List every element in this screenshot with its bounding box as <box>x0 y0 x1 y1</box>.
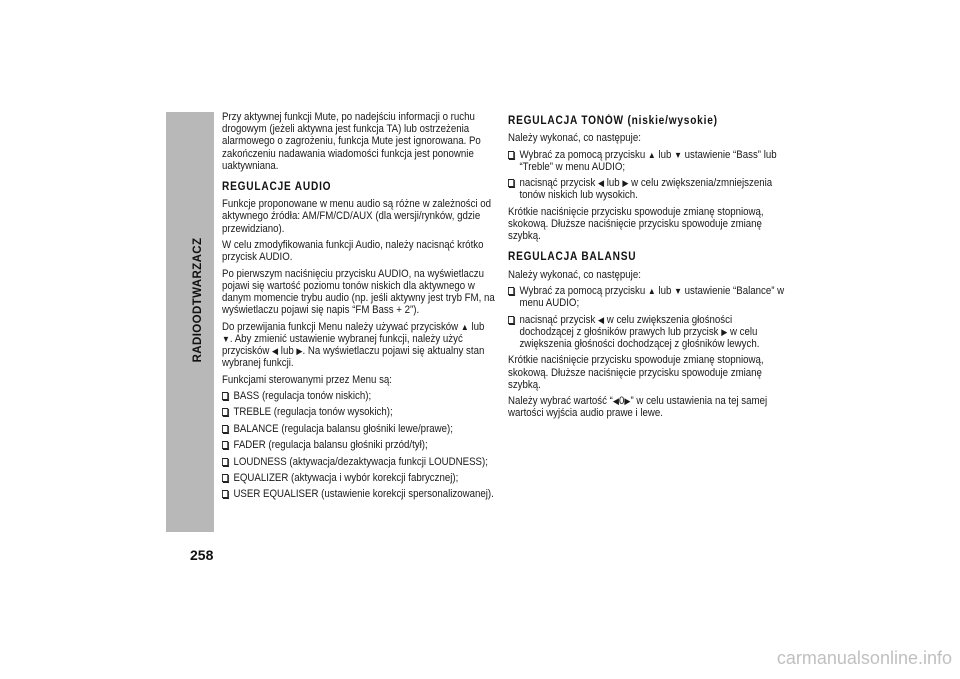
checkbox-bullet-icon <box>222 408 228 416</box>
list-item-text: FADER (regulacja balansu głośniki przód/tył); <box>233 439 428 452</box>
text: Należy wybrać wartość “ <box>508 395 613 408</box>
paragraph: Należy wykonać, co następuje: <box>508 132 641 145</box>
arrow-left-icon: ◀ <box>272 346 279 357</box>
list-item-text: EQUALIZER (aktywacja i wybór korekcji fabrycznej); <box>233 471 459 484</box>
checkbox-bullet-icon <box>222 441 228 449</box>
page-number: 258 <box>190 547 214 563</box>
text: . Na wyświetlaczu pojawi się aktualny stan wybranej funkcji. <box>222 345 485 370</box>
text: w celu zwiększenia głośności dochodzącej z głośników prawych lub przycisk <box>519 313 733 338</box>
checkbox-bullet-icon <box>222 425 228 433</box>
heading-audio-settings: REGULACJE AUDIO <box>222 181 332 194</box>
text: lub <box>278 345 297 358</box>
checkbox-bullet-icon <box>222 392 228 400</box>
paragraph: Krótkie naciśnięcie przycisku spowoduje zmianę stopniową, skokową. Dłuższe naciśnięcie przycisku spowoduje zmianę szybką. <box>508 354 764 391</box>
list-item-text: BALANCE (regulacja balansu głośniki lewe/prawe); <box>233 422 453 435</box>
list-item-text: TREBLE (regulacja tonów wysokich); <box>233 406 393 419</box>
heading-balance-control: REGULACJA BALANSU <box>508 251 637 264</box>
arrow-left-icon: ◀ <box>597 314 605 325</box>
text: ustawienie “Balance” w menu AUDIO; <box>519 284 785 310</box>
text: 0 <box>618 395 625 408</box>
text: lub <box>468 320 485 333</box>
text: w celu zwiększenia/zmniejszenia tonów niskich lub wysokich. <box>519 177 773 202</box>
paragraph: W celu zmodyfikowania funkcji Audio, należy nacisnąć krótko przycisk AUDIO. <box>222 239 484 264</box>
list-item <box>508 285 788 309</box>
sidebar-band <box>166 112 214 532</box>
watermark: carmanualsonline.info <box>776 648 952 668</box>
text: lub <box>604 177 623 190</box>
text: lub <box>655 148 675 161</box>
checkbox-bullet-icon <box>222 474 228 482</box>
list-item <box>222 472 495 484</box>
paragraph: Funkcje proponowane w menu audio są różne w zależności od aktywnego źródła: AM/FM/CD/AUX (dla wersji/rynków, gdzie przewidziano). <box>222 198 492 235</box>
text: nacisnąć przycisk <box>519 177 598 190</box>
list-item-text: LOUDNESS (aktywacja/dezaktywacja funkcji LOUDNESS); <box>233 455 488 468</box>
arrow-down-icon: ▼ <box>674 149 682 160</box>
arrow-right-icon: ▶ <box>622 178 629 189</box>
text: Wybrać za pomocą przycisku <box>519 284 648 297</box>
text: Do przewijania funkcji Menu należy używać przycisków <box>222 320 461 333</box>
paragraph: Należy wykonać, co następuje: <box>508 268 641 281</box>
checkbox-bullet-icon <box>508 287 514 295</box>
text: ” w celu ustawienia na tej samej wartości wyjścia audio prawe i lewe. <box>508 395 768 420</box>
heading-tone-control: REGULACJA TONÓW (niskie/wysokie) <box>508 115 718 127</box>
arrow-up-icon: ▲ <box>460 321 469 332</box>
paragraph: Krótkie naciśnięcie przycisku spowoduje zmianę stopniową, skokową. Dłuższe naciśnięcie przycisku spowoduje zmianę szybką. <box>508 205 764 243</box>
arrow-right-icon: ▶ <box>624 396 631 407</box>
text: nacisnąć przycisk <box>519 313 598 326</box>
text: Wybrać za pomocą przycisku <box>519 148 648 161</box>
paragraph-balance-center <box>508 395 788 419</box>
checkbox-bullet-icon <box>508 316 514 324</box>
list-item <box>222 439 495 451</box>
text: ustawienie “Bass” lub “Treble” w menu AUDIO; <box>519 148 777 173</box>
arrow-left-icon: ◀ <box>612 396 619 407</box>
arrow-right-icon: ▶ <box>296 346 303 357</box>
checkbox-bullet-icon <box>222 490 228 498</box>
checkbox-bullet-icon <box>508 151 514 159</box>
left-column <box>222 111 495 505</box>
paragraph: Po pierwszym naciśnięciu przycisku AUDIO, na wyświetlaczu pojawi się wartość poziomu tonów niskich dla aktywnego w danym momencie trybu audio (np. jeśli aktywny jest tryb FM, na wyświetlaczu pojawi się napis “FM Bass + 2”). <box>222 267 495 317</box>
list-item <box>508 149 788 173</box>
checkbox-bullet-icon <box>222 458 228 466</box>
arrow-down-icon: ▼ <box>222 333 230 344</box>
arrow-up-icon: ▲ <box>647 149 656 160</box>
right-column <box>508 111 788 424</box>
list-item <box>222 423 495 435</box>
section-label: RADIOODTWARZACZ <box>192 237 204 363</box>
checkbox-bullet-icon <box>508 179 514 187</box>
paragraph: Funkcjami sterowanymi przez Menu są: <box>222 373 393 386</box>
list-item <box>222 488 495 500</box>
arrow-right-icon: ▶ <box>721 326 728 337</box>
list-item-text: USER EQUALISER (ustawienie korekcji spersonalizowanej). <box>233 488 494 501</box>
intro-paragraph: Przy aktywnej funkcji Mute, po nadejściu informacji o ruchu drogowym (jeżeli aktywna jest funkcja TA) lub ostrzeżenia alarmowego o zagrożeniu, funkcja Mute jest ignorowana. Po zakończeniu nadawania wiadomości funkcja jest ponownie uaktywniana. <box>222 111 481 172</box>
arrow-down-icon: ▼ <box>674 285 682 296</box>
list-item <box>222 456 495 468</box>
text: lub <box>655 284 675 297</box>
list-item-text: BASS (regulacja tonów niskich); <box>233 390 372 402</box>
list-item <box>508 314 788 351</box>
text: . Aby zmienić ustawienie wybranej funkcji, należy użyć przycisków <box>222 332 463 358</box>
list-item <box>222 390 495 402</box>
arrow-left-icon: ◀ <box>597 178 605 189</box>
list-item <box>508 177 788 201</box>
arrow-up-icon: ▲ <box>647 285 656 296</box>
list-item <box>222 406 495 418</box>
paragraph-navigation <box>222 321 495 370</box>
text: w celu zwiększenia głośności dochodzącej z głośników lewych. <box>519 325 760 350</box>
